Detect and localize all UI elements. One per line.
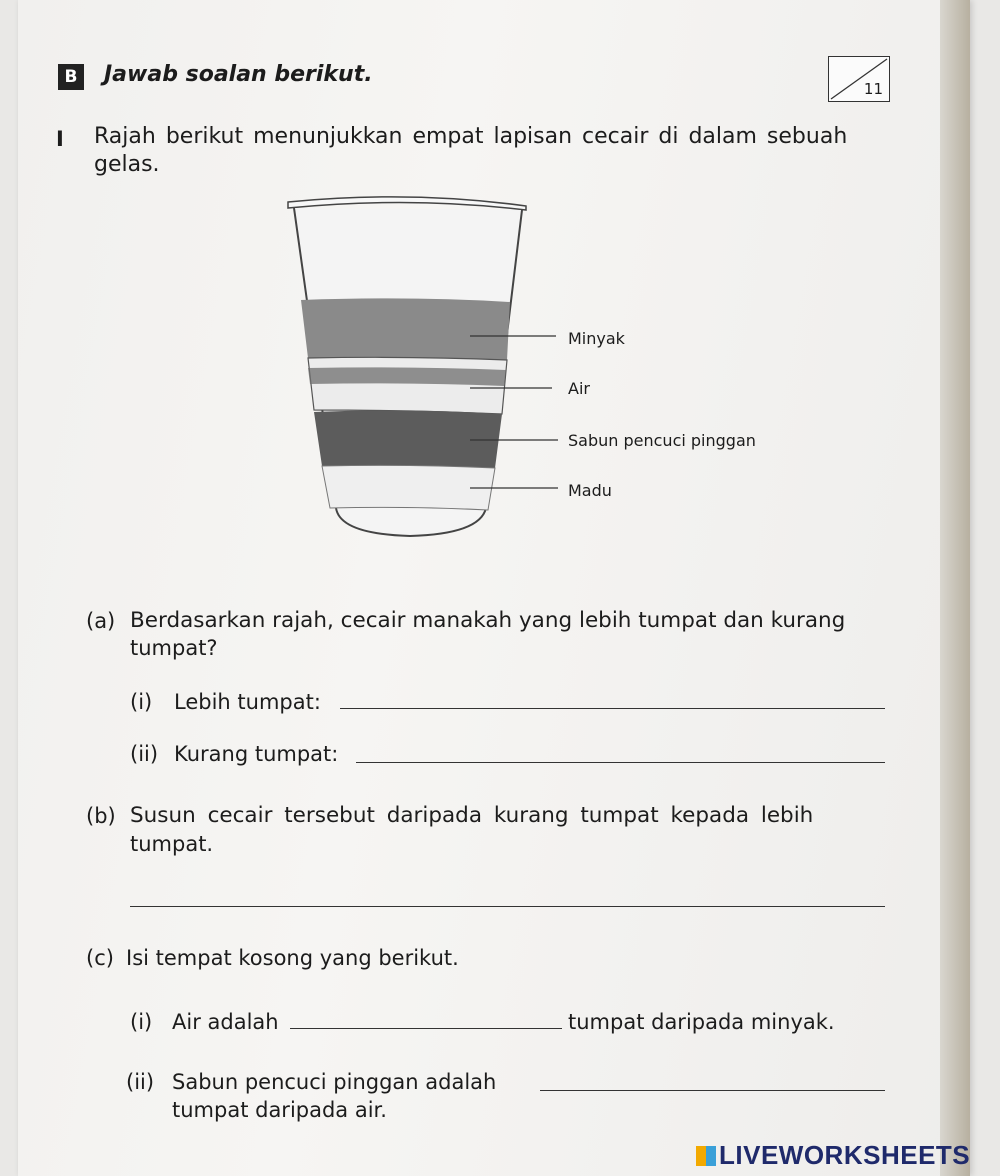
part-c-i-label: (i): [130, 1010, 153, 1034]
answer-line-sabun-adalah[interactable]: [540, 1090, 885, 1091]
section-badge: B: [58, 64, 84, 90]
score-box: [828, 56, 890, 102]
score-value: 11: [863, 80, 883, 98]
label-air: Air: [568, 379, 590, 398]
worksheet-page: [18, 0, 970, 1176]
glass-svg: [280, 190, 750, 550]
part-c-ii-before: Sabun pencuci pinggan adalah: [172, 1070, 497, 1094]
part-a-text-line2: tumpat?: [130, 636, 218, 660]
answer-line-lebih-tumpat[interactable]: [340, 708, 885, 709]
part-c-ii-label: (ii): [126, 1070, 155, 1094]
part-b-label: (b): [86, 804, 116, 828]
part-a-text-line1: Berdasarkan rajah, cecair manakah yang lebih tumpat dan kurang: [130, 608, 846, 633]
part-b-text-line2: tumpat.: [130, 832, 214, 856]
answer-line-susun[interactable]: [130, 906, 885, 907]
part-a-i-label: (i): [130, 690, 153, 714]
section-heading: Jawab soalan berikut.: [104, 62, 373, 87]
question-intro-line1: Rajah berikut menunjukkan empat lapisan cecair di dalam sebuah: [94, 124, 848, 149]
part-c-ii-after: tumpat daripada air.: [172, 1098, 387, 1122]
part-a-i-text: Lebih tumpat:: [174, 690, 321, 714]
layer-air: [308, 357, 507, 414]
question-intro-line2: gelas.: [94, 152, 160, 177]
book-edge: [940, 0, 970, 1176]
layer-sabun: [314, 410, 502, 468]
label-sabun: Sabun pencuci pinggan: [568, 431, 756, 450]
label-minyak: Minyak: [568, 329, 625, 348]
liveworksheets-icon: [696, 1146, 716, 1166]
part-a-ii-text: Kurang tumpat:: [174, 742, 339, 766]
glass-rim: [288, 197, 526, 210]
part-a-label: (a): [86, 609, 116, 633]
label-madu: Madu: [568, 481, 612, 500]
question-number: I: [56, 127, 64, 151]
layer-madu: [322, 465, 495, 510]
part-b-text-line1: Susun cecair tersebut daripada kurang tumpat kepada lebih: [130, 803, 814, 828]
liveworksheets-logo: [696, 1140, 970, 1171]
answer-line-kurang-tumpat[interactable]: [356, 762, 885, 763]
answer-line-air-adalah[interactable]: [290, 1028, 562, 1029]
part-c-i-after: tumpat daripada minyak.: [568, 1010, 835, 1034]
part-a-ii-label: (ii): [130, 742, 159, 766]
liveworksheets-text: LIVEWORKSHEETS: [719, 1140, 971, 1170]
part-c-label: (c): [86, 946, 114, 970]
layer-air-band: [308, 367, 506, 386]
part-c-text: Isi tempat kosong yang berikut.: [126, 946, 459, 970]
layer-minyak: [301, 298, 510, 360]
glass-diagram: [280, 190, 756, 554]
part-c-i-before: Air adalah: [172, 1010, 279, 1034]
